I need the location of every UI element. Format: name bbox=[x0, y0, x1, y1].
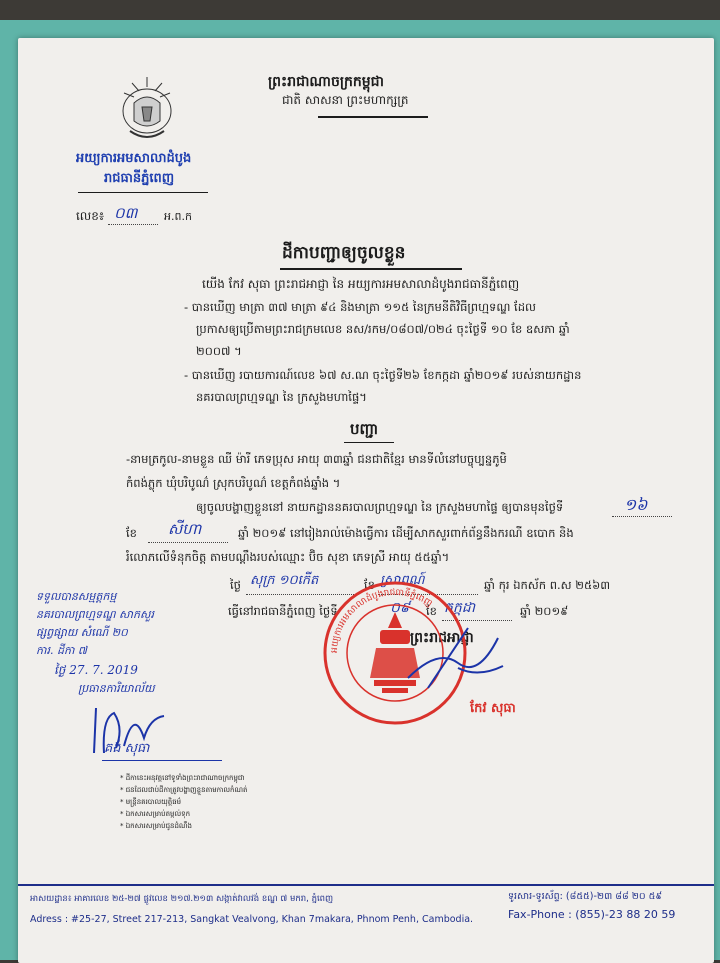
note-line-6: ប្រធានការិយាល័យ bbox=[78, 682, 155, 695]
footer-fax-km: ទូរសារ-ទូរស័ព្ទ: (៨៥៥)-២៣ ៨៨ ២០ ៥៩ bbox=[508, 891, 663, 902]
motto-underline bbox=[318, 116, 428, 118]
prosecutor-name: កែវ សុធា bbox=[470, 701, 516, 716]
reference-dotted-line bbox=[108, 224, 158, 225]
footnote-1: * ដីកានេះអនុវត្តនៅទូទាំងព្រះរាជាណាចក្រកម្ពុជា bbox=[120, 774, 245, 782]
order-heading: បញ្ជា bbox=[350, 420, 379, 438]
item1-line-a: - បានឃើញ មាត្រា ៣៧ មាត្រា ៩៤ និងមាត្រា ១១៥ នៃក្រមនីតិវិធីព្រហ្មទណ្ឌ ដែល bbox=[184, 300, 536, 314]
note-line-2: នគរបាលព្រហ្មទណ្ឌ សាកសួរ bbox=[36, 608, 154, 621]
seal-ring-text: អយ្យការអមសាលាដំបូងរាជធានីភ្នំពេញ bbox=[329, 587, 434, 654]
officer-handwritten-name: គង់ សុធា bbox=[104, 741, 150, 756]
issued-day: ០៩ bbox=[390, 600, 410, 616]
court-underline bbox=[78, 192, 208, 193]
note-line-5: ថ្ងៃ 27. 7. 2019 bbox=[54, 663, 138, 677]
lunar-date-value: សុក្រ ១០កើត bbox=[250, 573, 319, 588]
court-emblem-icon bbox=[112, 73, 182, 145]
court-name-line2: រាជធានីភ្នំពេញ bbox=[104, 171, 175, 186]
order-deadline-month: សីហា bbox=[168, 520, 202, 538]
order-line-3: ឲ្យចូលបង្ហាញខ្លួននៅ នាយកដ្ឋាននគរបាលព្រហ្មទណ្ឌ នៃ ក្រសួងមហាផ្ទៃ ឲ្យបានមុនថ្ងៃទី bbox=[196, 500, 564, 514]
lunar-year-text: ឆ្នាំ កុរ ឯកស័ក ព.ស ២៥៦៣ bbox=[484, 578, 611, 592]
reference-number: ០៣ bbox=[114, 204, 138, 222]
footnote-2: * ជនដែលជាប់ដីកាត្រូវបង្ហាញខ្លួនតាមកាលកំណត់ bbox=[120, 786, 248, 794]
footnote-3: * មន្ត្រីនគរបាលយុត្តិធម៌ bbox=[120, 798, 182, 806]
item2-line-b: នគរបាលព្រហ្មទណ្ឌ នៃ ក្រសួងមហាផ្ទៃ។ bbox=[196, 390, 367, 404]
footer-address-km: អាសយដ្ឋាន៖ អាគារលេខ ២៥-២៧ ផ្លូវលេខ ២១៧.២១៣ សង្កាត់វាលវង់ ខណ្ឌ ៧ មករា, ភ្នំពេញ bbox=[30, 894, 334, 904]
issued-year: ឆ្នាំ ២០១៩ bbox=[520, 604, 569, 618]
lunar-month-value: ស្រាពណ៍ bbox=[380, 573, 425, 588]
officer-name-underline bbox=[102, 760, 222, 761]
document-title: ដីកាបញ្ជាឲ្យចូលខ្លួន bbox=[282, 243, 406, 263]
order-line-4: ឆ្នាំ ២០១៩ នៅរៀងរាល់ម៉ោងធ្វើការ ដើម្បីសាកសួរពាក់ព័ន្ធនឹងករណី ឧបោក និង bbox=[238, 526, 574, 540]
note-line-4: ការ. ដីកា ៧ bbox=[36, 644, 87, 657]
issued-month-label: ខែ bbox=[426, 604, 437, 618]
footer-address-en: Adress : #25-27, Street 217-213, Sangkat Vealvong, Khan 7makara, Phnom Penh, Cambodia. bbox=[30, 914, 474, 925]
issued-month: កក្កដា bbox=[444, 600, 476, 616]
note-line-1: ទទួលបានសម្មត្តកម្ម bbox=[36, 590, 117, 603]
order-deadline-day: ១៦ bbox=[624, 495, 648, 514]
title-underline bbox=[280, 268, 462, 270]
footnote-5: * ឯកសារសម្រាប់ជូនដំណឹង bbox=[120, 822, 192, 830]
order-heading-underline bbox=[344, 442, 394, 443]
deadline-day-dots bbox=[612, 516, 672, 517]
kingdom-heading: ព្រះរាជាណាចក្រកម្ពុជា bbox=[268, 74, 385, 90]
footnote-4: * ឯកសារសម្រាប់តម្កល់ទុក bbox=[120, 810, 191, 818]
item2-line-a: - បានឃើញ របាយការណ៍លេខ ៦៧ ស.ណ ចុះថ្ងៃទី២៦ ខែកក្កដា ឆ្នាំ២០១៩ របស់នាយកដ្ឋាន bbox=[184, 368, 582, 382]
footer-fax-en: Fax-Phone : (855)-23 88 20 59 bbox=[508, 908, 676, 921]
order-line-5: រំលោភលើទំនុកចិត្ត តាមបណ្តឹងរបស់ឈ្មោះ ប៊ិច សុខា ភេទស្រី អាយុ ៥៥ឆ្នាំ។ bbox=[126, 550, 450, 564]
prosecutor-title: ព្រះរាជអាជ្ញា bbox=[410, 630, 474, 646]
intro-line: យើង កែវ សុធា ព្រះរាជអាជ្ញា នៃ អយ្យការអមសាលាដំបូងរាជធានីភ្នំពេញ bbox=[202, 277, 520, 291]
court-name-line1: អយ្យការអមសាលាដំបូង bbox=[76, 151, 192, 166]
motto: ជាតិ សាសនា ព្រះមហាក្សត្រ bbox=[282, 93, 409, 107]
item1-line-b: ប្រកាសឲ្យប្រើតាមព្រះរាជក្រមលេខ នស/រកម/០៨០៧/០២៤ ចុះថ្ងៃទី ១០ ខែ ឧសភា ឆ្នាំ bbox=[196, 322, 570, 336]
order-line-2: កំពង់ភ្លុក ឃុំបរិបូណ៌ ស្រុកបរិបូណ៌ ខេត្តកំពង់ឆ្នាំង ។ bbox=[126, 476, 341, 490]
reference-label: លេខ៖ bbox=[76, 209, 105, 223]
item1-line-c: ២០០៧ ។ bbox=[196, 344, 242, 358]
prosecutor-signature-icon bbox=[398, 608, 508, 698]
summons-document bbox=[18, 38, 714, 963]
lunar-date-label: ថ្ងៃ bbox=[230, 578, 241, 592]
order-line-1: -នាមត្រកូល-នាមខ្លួន ឈី ម៉ារី ភេទប្រុស អាយុ ៣៣ឆ្នាំ ជនជាតិខ្មែរ មានទីលំនៅបច្ចុប្បន្នភូមិ bbox=[126, 452, 507, 466]
note-line-3: ផ្សព្វផ្សាយ សំណើ ២០ bbox=[36, 626, 128, 639]
deadline-month-dots bbox=[148, 542, 228, 543]
issued-place-label: ធ្វើនៅរាជធានីភ្នំពេញ ថ្ងៃទី bbox=[228, 604, 338, 618]
order-month-label: ខែ bbox=[126, 526, 137, 540]
lunar-month-label: ខែ bbox=[364, 578, 375, 592]
footer-rule bbox=[18, 884, 714, 886]
reference-suffix: អ.ព.ក bbox=[164, 210, 192, 223]
